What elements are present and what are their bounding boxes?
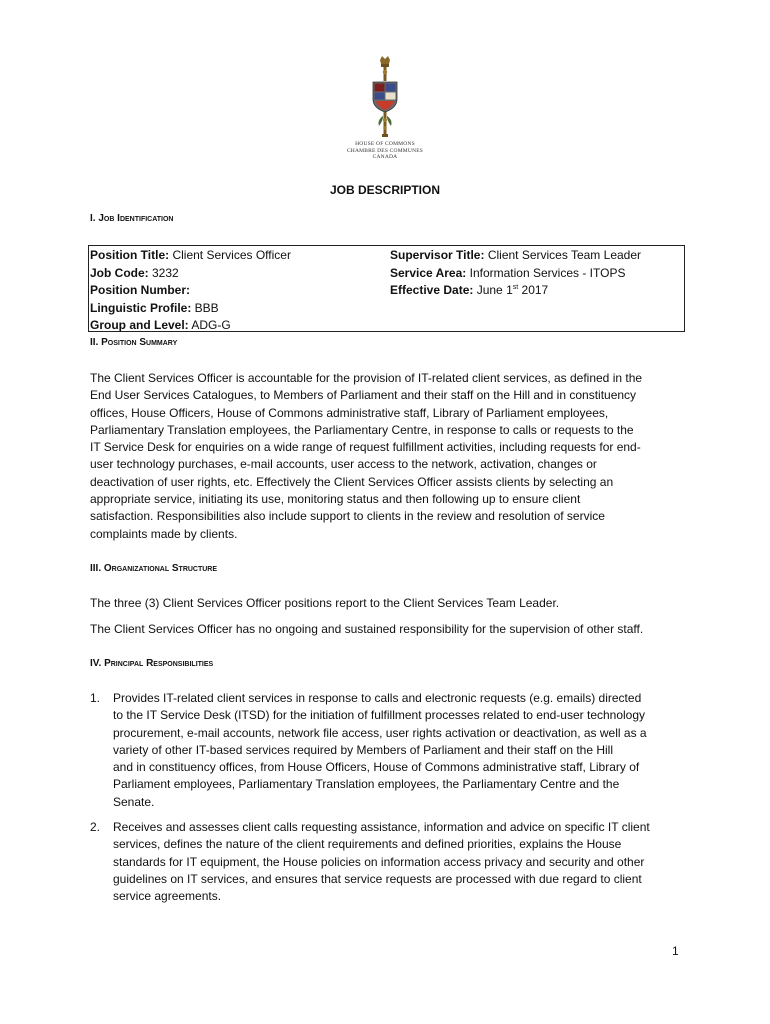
- field-position-title: [90, 247, 291, 265]
- list-item: [90, 819, 680, 905]
- field-service-area: [390, 265, 641, 283]
- crest-icon: [368, 54, 402, 140]
- text-line: variety of other IT-based services required by Members of Parliament and their staff on the Hill: [113, 742, 614, 757]
- logo-line: HOUSE OF COMMONS: [355, 141, 415, 147]
- responsibilities-list-continued: [90, 819, 680, 905]
- field-label: Job Code:: [90, 265, 149, 280]
- field-label: Linguistic Profile:: [90, 300, 192, 315]
- field-linguistic-profile: [90, 300, 291, 318]
- text-line: Receives and assesses client calls requesting assistance, information and advice on specific IT client: [113, 820, 650, 834]
- house-of-commons-logo: [345, 54, 425, 166]
- page-number: 1: [672, 944, 679, 958]
- position-summary-paragraph: [90, 370, 680, 543]
- org-structure-paragraph-1: The three (3) Client Services Officer positions report to the Client Services Team Leader.: [90, 596, 560, 610]
- field-value: ADG-G: [188, 318, 231, 333]
- logo-wordmark: [345, 141, 425, 161]
- field-value: 2017: [518, 283, 549, 298]
- text-line: Parliament employees, Parliamentary Translation employees, the Parliamentary Centre and the: [113, 777, 620, 792]
- field-position-number: [90, 282, 291, 300]
- field-value: BBB: [191, 300, 219, 315]
- text-line: Provides IT-related client services in response to calls and electronic requests (e.g. emails) directed: [113, 691, 642, 705]
- field-value: Client Services Team Leader: [484, 248, 642, 262]
- text-line: deactivation of user rights, etc. Effectively the Client Services Officer assists clients by selecting an: [90, 474, 614, 489]
- field-value: Client Services Officer: [169, 248, 291, 262]
- job-identification-left: [90, 247, 291, 335]
- text-line: user technology purchases, e-mail accounts, user access to the network, activation, changes or: [90, 457, 597, 472]
- text-line: End User Services Catalogues, to Members of Parliament and their staff on the Hill and in constituency: [90, 388, 637, 403]
- field-label: Effective Date:: [390, 283, 474, 298]
- org-structure-paragraph-2: The Client Services Officer has no ongoing and sustained responsibility for the supervision of other staff.: [90, 622, 644, 636]
- text-line: Senate.: [113, 794, 155, 809]
- list-item: [90, 690, 680, 811]
- field-label: Position Title:: [90, 248, 170, 262]
- field-value: Information Services - ITOPS: [466, 265, 626, 280]
- responsibilities-list: [90, 690, 680, 811]
- field-label: Service Area:: [390, 265, 467, 280]
- document-title: JOB DESCRIPTION: [329, 183, 440, 197]
- logo-line: CHAMBRE DES COMMUNES: [346, 147, 424, 154]
- section-heading-organizational-structure: III. Organizational Structure: [90, 563, 218, 574]
- ordinal-suffix: st: [512, 284, 519, 292]
- text-line: offices, House Officers, House of Commons administrative staff, Library of Parliament employees,: [90, 405, 609, 420]
- field-job-code: [90, 265, 291, 283]
- section-heading-position-summary: II. Position Summary: [90, 337, 178, 348]
- field-group-and-level: [90, 317, 291, 335]
- text-line: The Client Services Officer is accountable for the provision of IT-related client services, as defined in the: [90, 371, 643, 385]
- text-line: guidelines on IT services, and ensures that service requests are processed with due regard to client: [113, 871, 642, 886]
- list-item-number: 1.: [90, 691, 101, 705]
- field-supervisor-title: [390, 247, 641, 265]
- list-item-number: 2.: [90, 820, 101, 834]
- text-line: complaints made by clients.: [90, 526, 238, 541]
- job-identification-right: [390, 247, 641, 300]
- section-heading-principal-responsibilities: IV. Principal Responsibilities: [90, 658, 214, 669]
- text-line: services, defines the nature of the client requirements and defined priorities, explains the House: [113, 837, 622, 852]
- field-value: June 1: [473, 283, 513, 298]
- text-line: Parliamentary Translation employees, the Parliamentary Centre, in response to calls or requests to the: [90, 422, 634, 437]
- field-effective-date: [390, 282, 641, 300]
- text-line: procurement, e-mail accounts, network file access, user rights activation or deactivation, as well as a: [113, 725, 647, 740]
- text-line: appropriate service, initiating its use, monitoring status and then following up to ensure client: [90, 492, 581, 507]
- text-line: to the IT Service Desk (ITSD) for the initiation of fulfillment processes related to end-user technology: [113, 708, 646, 723]
- text-line: IT Service Desk for enquiries on a wide range of request fulfillment activities, including requests for end-: [90, 440, 641, 455]
- text-line: service agreements.: [113, 889, 222, 904]
- field-value: 3232: [148, 265, 179, 280]
- logo-line: CANADA: [372, 154, 398, 160]
- text-line: satisfaction. Responsibilities also include support to clients in the review and resolution of service: [90, 509, 605, 524]
- field-label: Supervisor Title:: [390, 248, 485, 262]
- text-line: standards for IT equipment, the House policies on information access privacy and security and other: [113, 854, 645, 869]
- field-label: Position Number:: [90, 283, 191, 298]
- section-heading-job-identification: I. Job Identification: [90, 213, 174, 224]
- text-line: and in constituency offices, from House Officers, House of Commons administrative staff, Library of: [113, 760, 640, 775]
- field-label: Group and Level:: [90, 318, 189, 333]
